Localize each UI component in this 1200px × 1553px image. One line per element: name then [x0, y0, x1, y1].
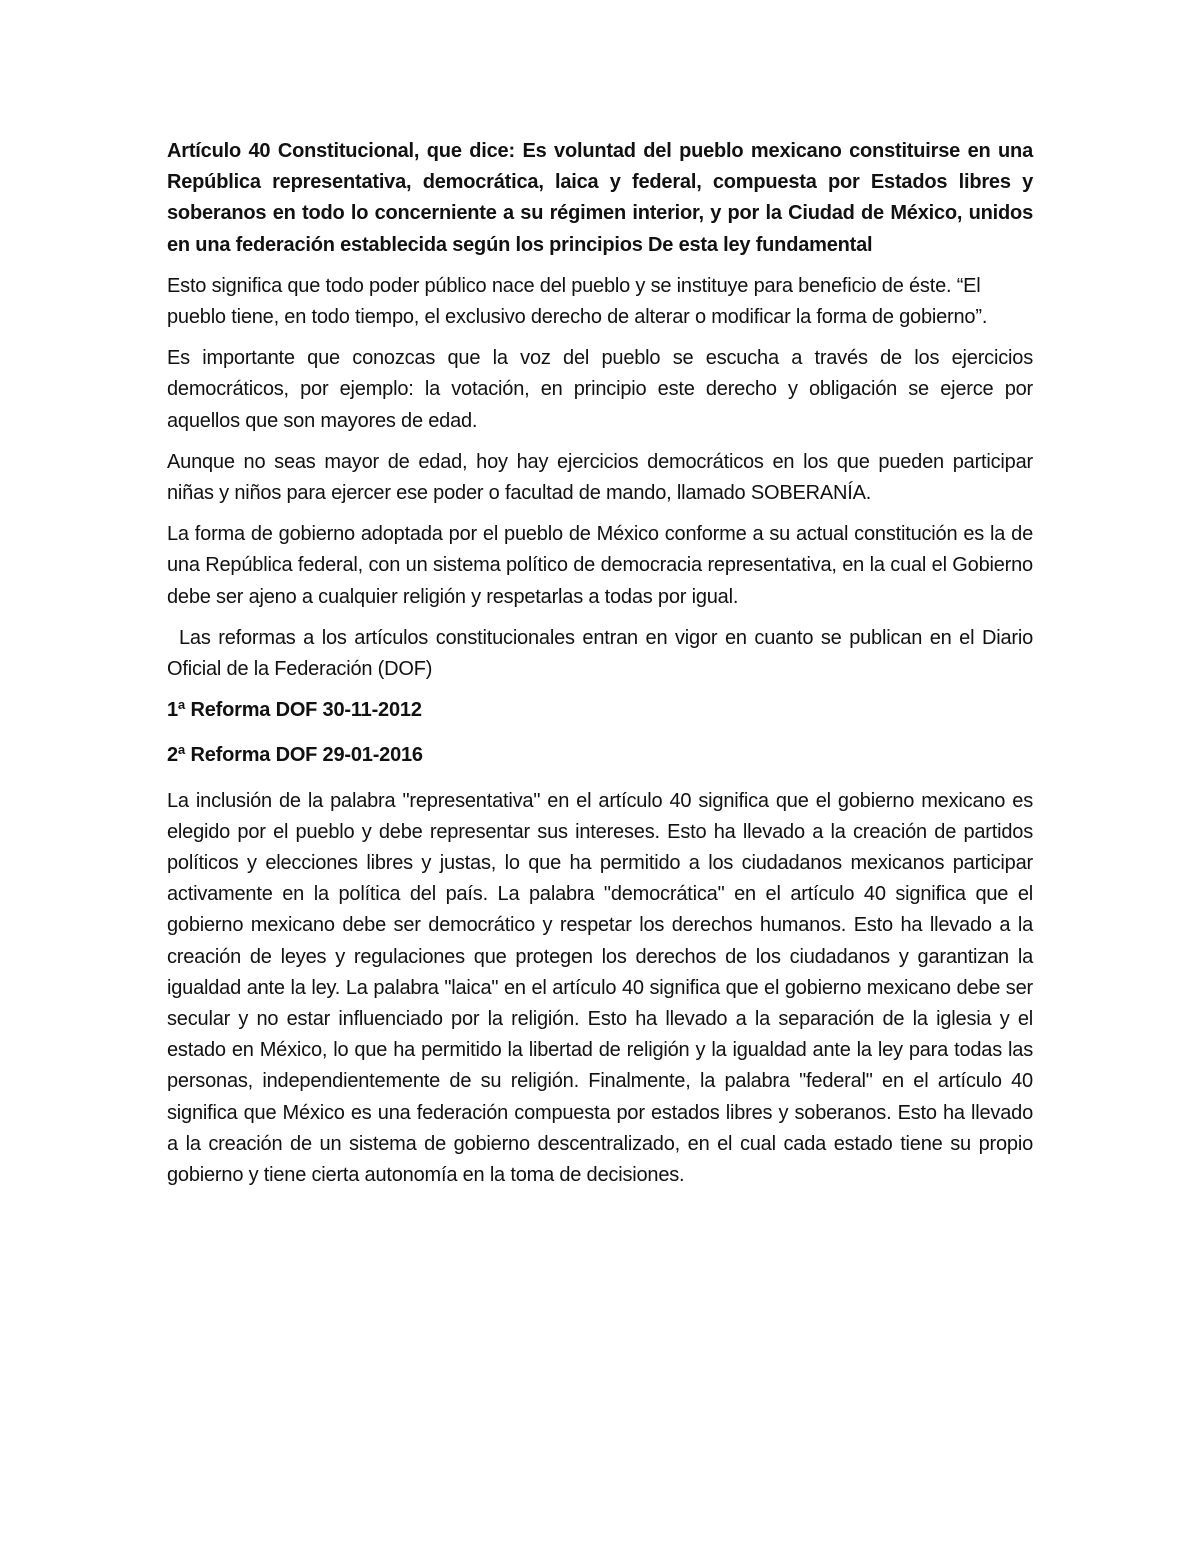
paragraph-explanation: La inclusión de la palabra "representativa" en el artículo 40 significa que el gobierno mexicano es elegido por el pueblo y debe representar sus intereses. Esto ha llevado a la creación de partidos políticos y elecciones libres y justas, lo que ha permitido a los ciudadanos mexicanos participar activamente en la política del país. La palabra "democrática" en el artículo 40 significa que el gobierno mexicano debe ser democrático y respetar los derechos humanos. Esto ha llevado a la creación de leyes y regulaciones que protegen los derechos de los ciudadanos y garantizan la igualdad ante la ley. La palabra "laica" en el artículo 40 significa que el gobierno mexicano debe ser secular y no estar influenciado por la religión. Esto ha llevado a la separación de la iglesia y el estado en México, lo que ha permitido la libertad de religión y la igualdad ante la ley para todas las personas, independientemente de su religión. Finalmente, la palabra "federal" en el artículo 40 significa que México es una federación compuesta por estados libres y soberanos. Esto ha llevado a la creación de un sistema de gobierno descentralizado, en el cual cada estado tiene su propio gobierno y tiene cierta autonomía en la toma de decisiones. — [167, 789, 1033, 1187]
paragraph-public-power: Esto significa que todo poder público nace del pueblo y se instituye para beneficio de éste. “El pueblo tiene, en todo tiempo, el exclusivo derecho de alterar o modificar la forma de gobierno”. — [167, 274, 988, 329]
paragraph-democratic-exercises: Es importante que conozcas que la voz del pueblo se escucha a través de los ejercicios democráticos, por ejemplo: la votación, en principio este derecho y obligación se ejerce por aquellos que son mayores de edad. — [167, 347, 1033, 432]
reform-heading-2: 2ª Reforma DOF 29-01-2016 — [167, 744, 423, 767]
article-40-intro: Artículo 40 Constitucional, que dice: Es voluntad del pueblo mexicano constituirse en una República representativa, democrática, laica y federal, compuesta por Estados libres y soberanos en todo lo concerniente a su régimen interior, y por la Ciudad de México, unidos en una federación establecida según los principios De esta ley fundamental — [167, 140, 1033, 256]
reform-heading-1: 1ª Reforma DOF 30-11-2012 — [167, 699, 422, 722]
document-page — [167, 136, 1033, 1201]
paragraph-sovereignty: Aunque no seas mayor de edad, hoy hay ejercicios democráticos en los que pueden participar niñas y niños para ejercer ese poder o facultad de mando, llamado SOBERANÍA. — [167, 450, 1033, 505]
paragraph-form-of-government: La forma de gobierno adoptada por el pueblo de México conforme a su actual constitución es la de una República federal, con un sistema político de democracia representativa, en la cual el Gobierno debe ser ajeno a cualquier religión y respetarlas a todas por igual. — [167, 523, 1033, 608]
paragraph-reforms-dof: Las reformas a los artículos constitucionales entran en vigor en cuanto se publican en el Diario Oficial de la Federación (DOF) — [167, 626, 1033, 681]
